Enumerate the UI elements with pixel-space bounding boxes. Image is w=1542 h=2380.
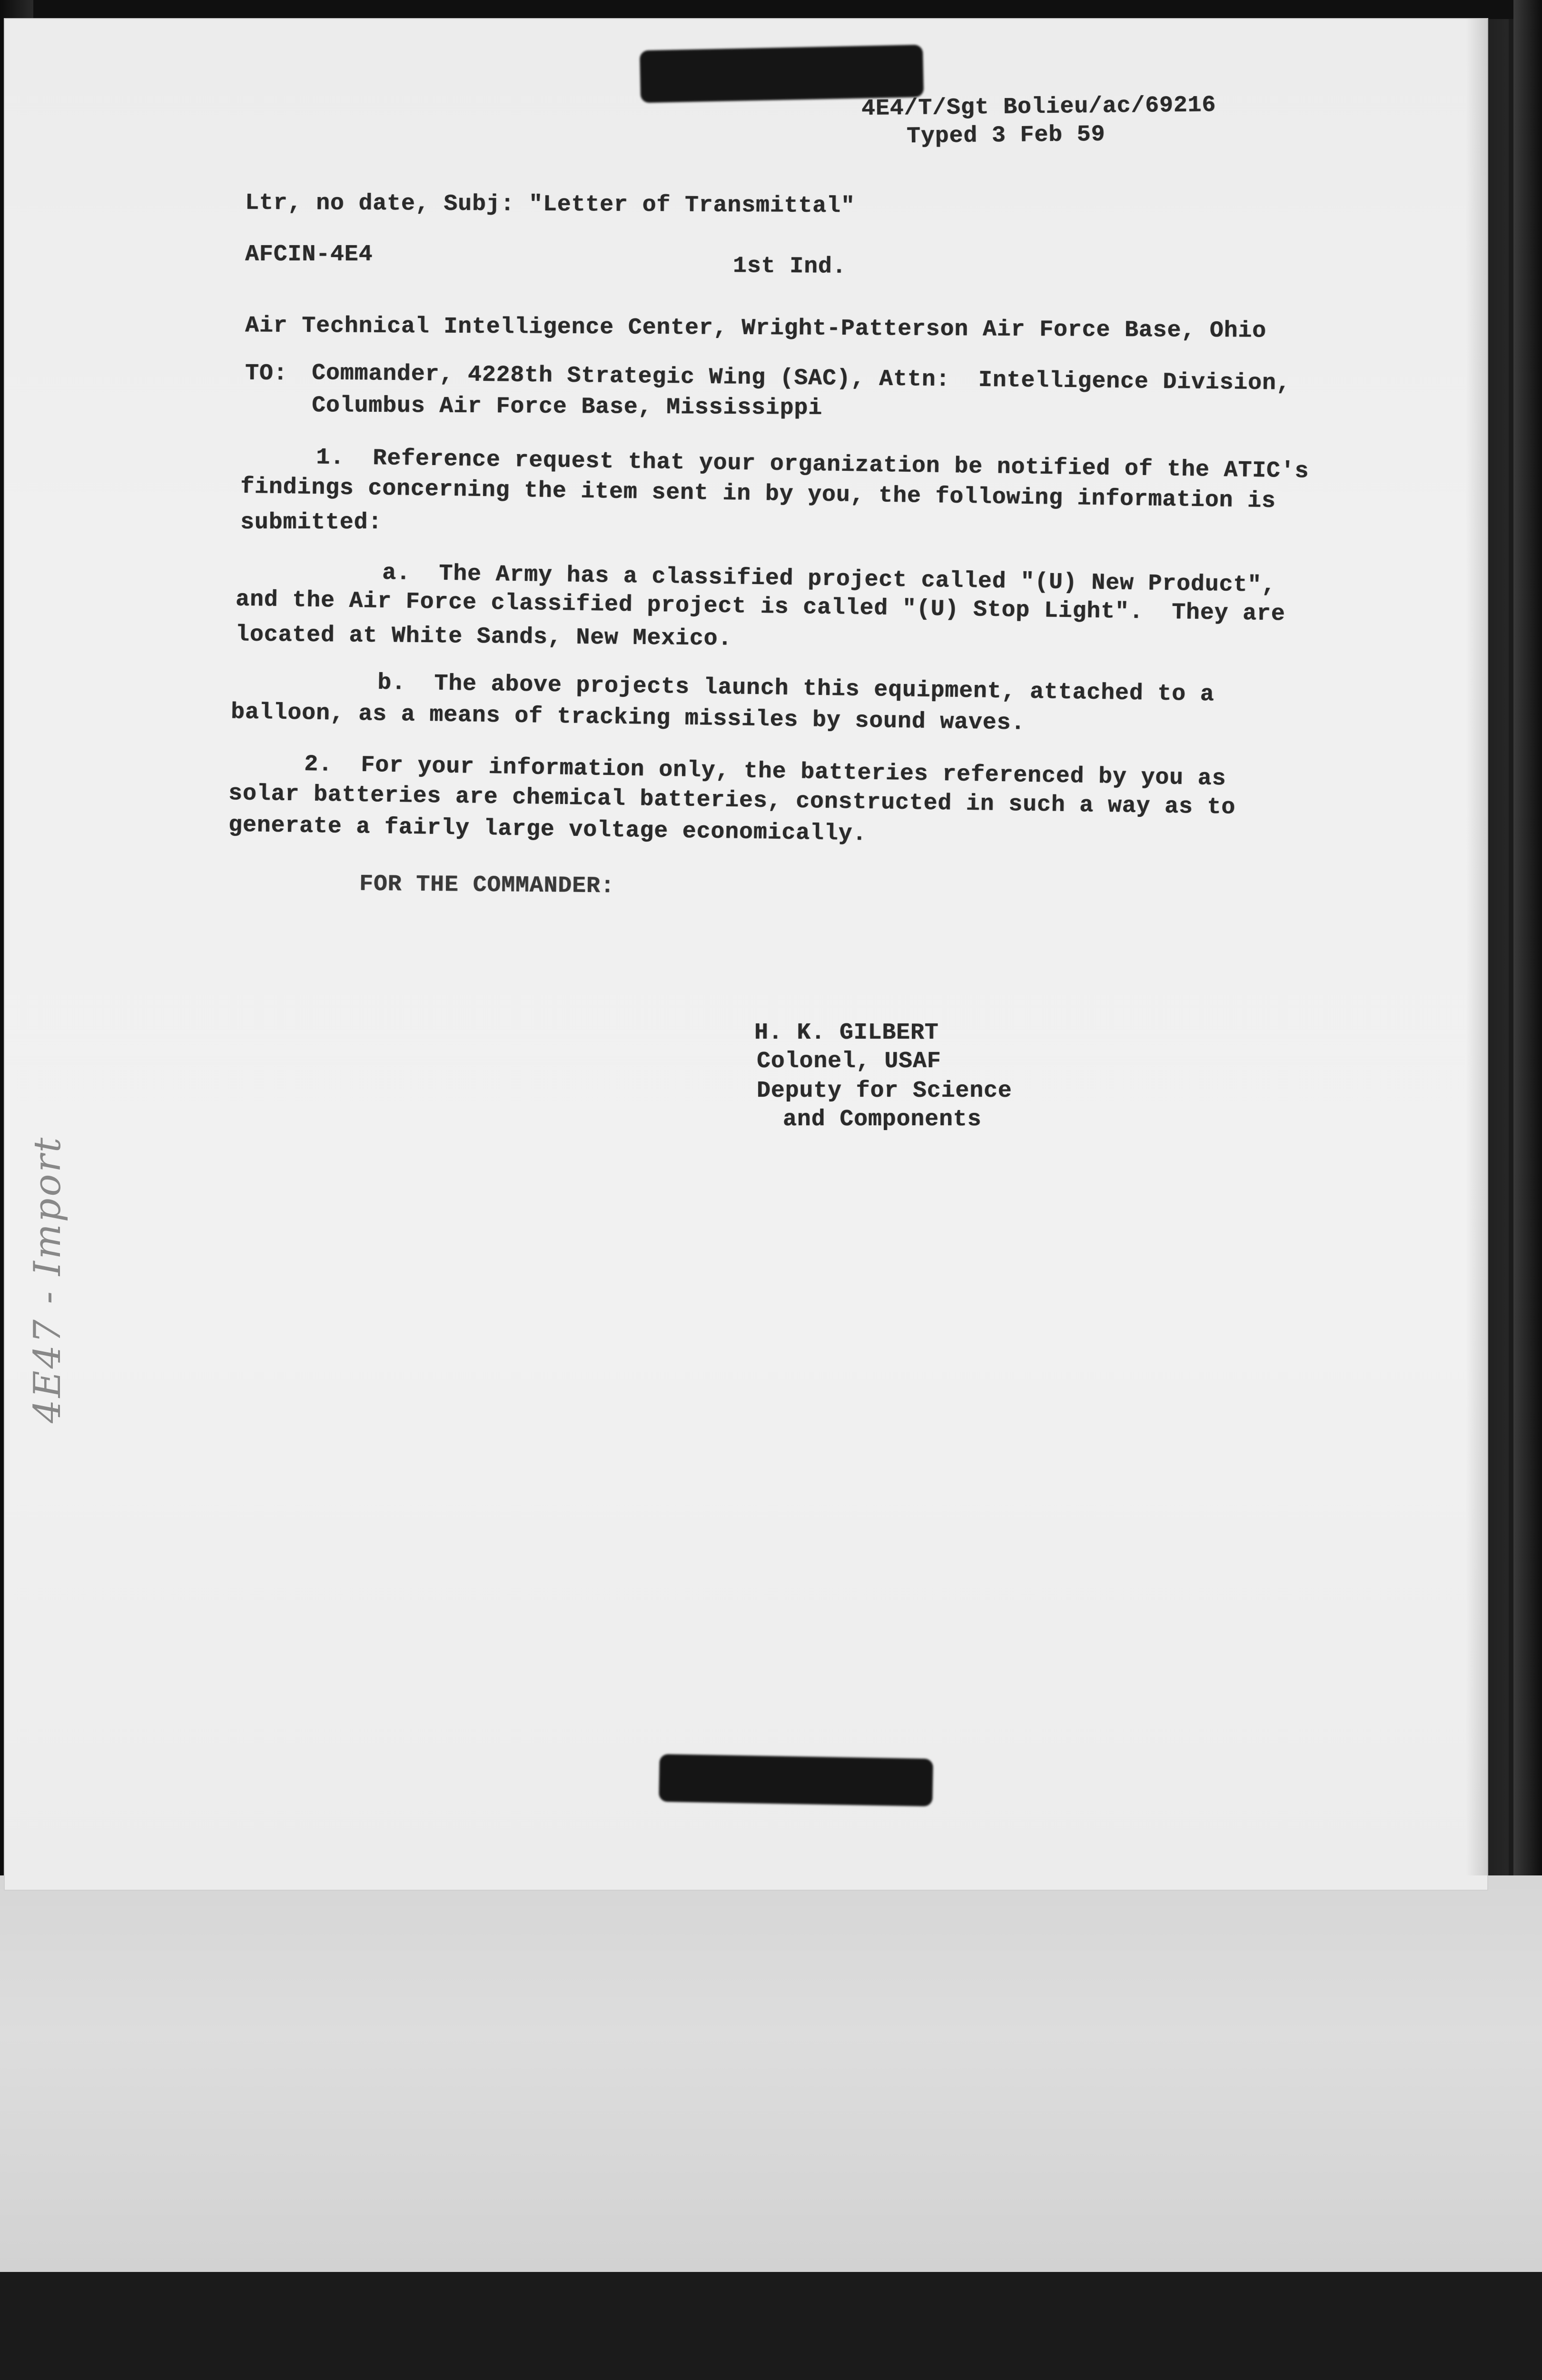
signer-title-1: Deputy for Science (757, 1078, 1012, 1104)
para-2-line-1: 2. For your information only, the batteries referenced by you as (233, 750, 1226, 792)
para-1a-line-2: and the Air Force classified project is called "(U) Stop Light". They are (235, 586, 1285, 627)
para-2-line-3: generate a fairly large voltage economically. (228, 812, 867, 847)
para-2-line-2: solar batteries are chemical batteries, constructed in such a way as to (228, 781, 1236, 821)
film-border-top (0, 0, 1542, 19)
handwritten-margin-note: 4E47 - Import (26, 1135, 69, 1423)
para-1-line-3: submitted: (240, 510, 383, 536)
para-1a-line-3: located at White Sands, New Mexico. (235, 622, 732, 652)
signer-title-2: and Components (783, 1107, 982, 1132)
redaction-bottom (659, 1754, 933, 1806)
office-symbol: AFCIN-4E4 (245, 242, 373, 268)
routing-line: 4E4/T/Sgt Bolieu/ac/69216 (861, 92, 1216, 122)
page-edge-shadow (1466, 19, 1509, 1875)
para-1b-line-1: b. The above projects launch this equipment, attached to a (235, 668, 1215, 708)
to-line-2: Columbus Air Force Base, Mississippi (311, 393, 823, 421)
from-line: Air Technical Intelligence Center, Wright-Patterson Air Force Base, Ohio (245, 313, 1267, 344)
reference-line: Ltr, no date, Subj: "Letter of Transmittal" (245, 190, 855, 219)
para-1-line-2: findings concerning the item sent in by you, the following information is (240, 474, 1276, 515)
signer-rank: Colonel, USAF (757, 1049, 941, 1074)
to-line-1: Commander, 4228th Strategic Wing (SAC), Attn: Intelligence Division, (311, 360, 1291, 397)
para-1a-line-1: a. The Army has a classified project called "(U) New Product", (240, 558, 1276, 599)
signer-name: H. K. GILBERT (754, 1020, 939, 1046)
para-1-line-1: 1. Reference request that your organization be notified of the ATIC's (245, 444, 1309, 485)
document-page (5, 19, 1487, 1890)
para-1b-line-2: balloon, as a means of tracking missiles by sound waves. (230, 699, 1026, 736)
to-label: TO: (245, 360, 288, 387)
below-page-area (0, 1875, 1542, 2272)
typed-date: Typed 3 Feb 59 (906, 121, 1106, 150)
indorsement-label: 1st Ind. (732, 253, 847, 280)
closing-line: FOR THE COMMANDER: (359, 871, 615, 900)
